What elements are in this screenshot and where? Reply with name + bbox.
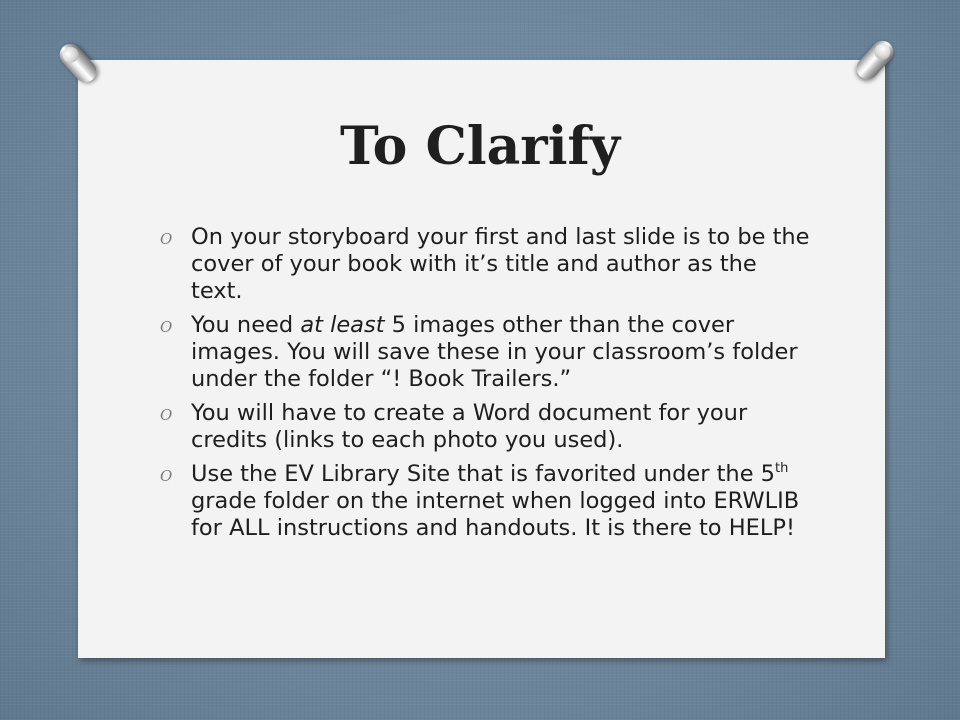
bullet-marker-icon: O bbox=[160, 467, 173, 485]
bullet-text bbox=[191, 312, 798, 392]
bullet-text-part: Use the EV Library Site that is favorited under the 5 bbox=[191, 461, 776, 487]
bullet-marker-icon: O bbox=[160, 406, 173, 424]
bullet-list bbox=[160, 224, 810, 549]
bullet-text-part: grade folder on the internet when logged into ERWLIB for ALL instructions and handouts. It is there to HELP! bbox=[191, 488, 800, 541]
list-item bbox=[160, 312, 810, 393]
slide-title: To Clarify bbox=[339, 116, 621, 177]
bullet-marker-icon: O bbox=[160, 230, 173, 248]
list-item bbox=[160, 224, 810, 305]
bullet-marker-icon: O bbox=[160, 318, 173, 336]
list-item bbox=[160, 400, 810, 454]
bullet-text: You will have to create a Word document for your credits (links to each photo you used). bbox=[191, 400, 748, 453]
bullet-text-part: You need bbox=[191, 312, 301, 338]
emphasized-text: at least bbox=[300, 312, 385, 338]
bullet-text-part: 5 images other than the cover images. You will save these in your classroom’s folder under the folder “! Book Trailers.” bbox=[191, 312, 798, 392]
superscript-text: th bbox=[775, 460, 789, 476]
list-item bbox=[160, 461, 810, 542]
bullet-text: On your storyboard your first and last slide is to be the cover of your book with it’s title and author as the text. bbox=[191, 224, 810, 304]
bullet-text bbox=[191, 461, 799, 541]
